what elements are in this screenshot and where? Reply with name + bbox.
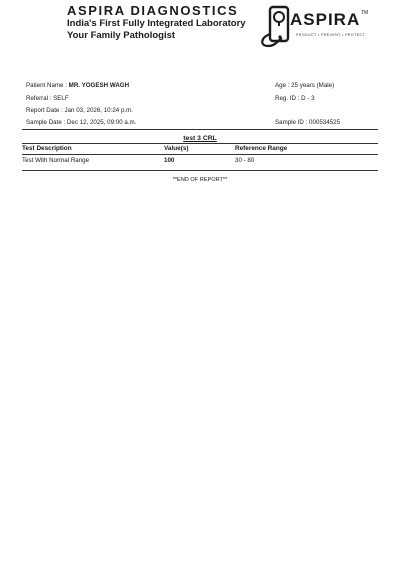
lab-tagline: India's First Fully Integrated Laboratory (67, 18, 246, 29)
logo-slogan: PRODUCT • PREVENT • PROTECT (296, 33, 366, 37)
lab-sub-tagline: Your Family Pathologist (67, 30, 176, 41)
table-row-value: 100 (164, 157, 175, 164)
patient-age: Age : 25 years (Male) (275, 82, 335, 89)
column-header-value: Value(s) (164, 145, 189, 152)
sample-id: Sample ID : 000534525 (275, 119, 341, 126)
lab-name: ASPIRA DIAGNOSTICS (67, 3, 239, 18)
table-row-range: 30 - 80 (235, 157, 255, 164)
patient-name (26, 82, 129, 89)
column-header-range: Reference Range (235, 145, 288, 152)
divider-header-bottom (22, 154, 378, 155)
column-header-description: Test Description (22, 145, 72, 152)
patient-name-label: Patient Name : (26, 82, 67, 89)
patient-name-value: MR. YOGESH WAGH (68, 82, 130, 89)
divider-top (22, 129, 378, 130)
report-date: Report Date : Jan 03, 2026, 10:24 p.m. (26, 107, 133, 114)
test-title: test 3 CRL (183, 135, 217, 142)
patient-reg-id: Reg. ID : D - 3 (275, 95, 315, 102)
logo-trademark: TM (361, 10, 369, 16)
divider-header-top (22, 143, 378, 144)
sample-date: Sample Date : Dec 12, 2025, 09:00 a.m. (26, 119, 137, 126)
logo-wordmark: ASPIRA (290, 10, 361, 29)
table-row-description: Test With Normal Range (22, 157, 90, 164)
end-of-report: **END OF REPORT** (172, 177, 228, 183)
divider-bottom (22, 170, 378, 171)
patient-referral: Referral : SELF (26, 95, 69, 102)
